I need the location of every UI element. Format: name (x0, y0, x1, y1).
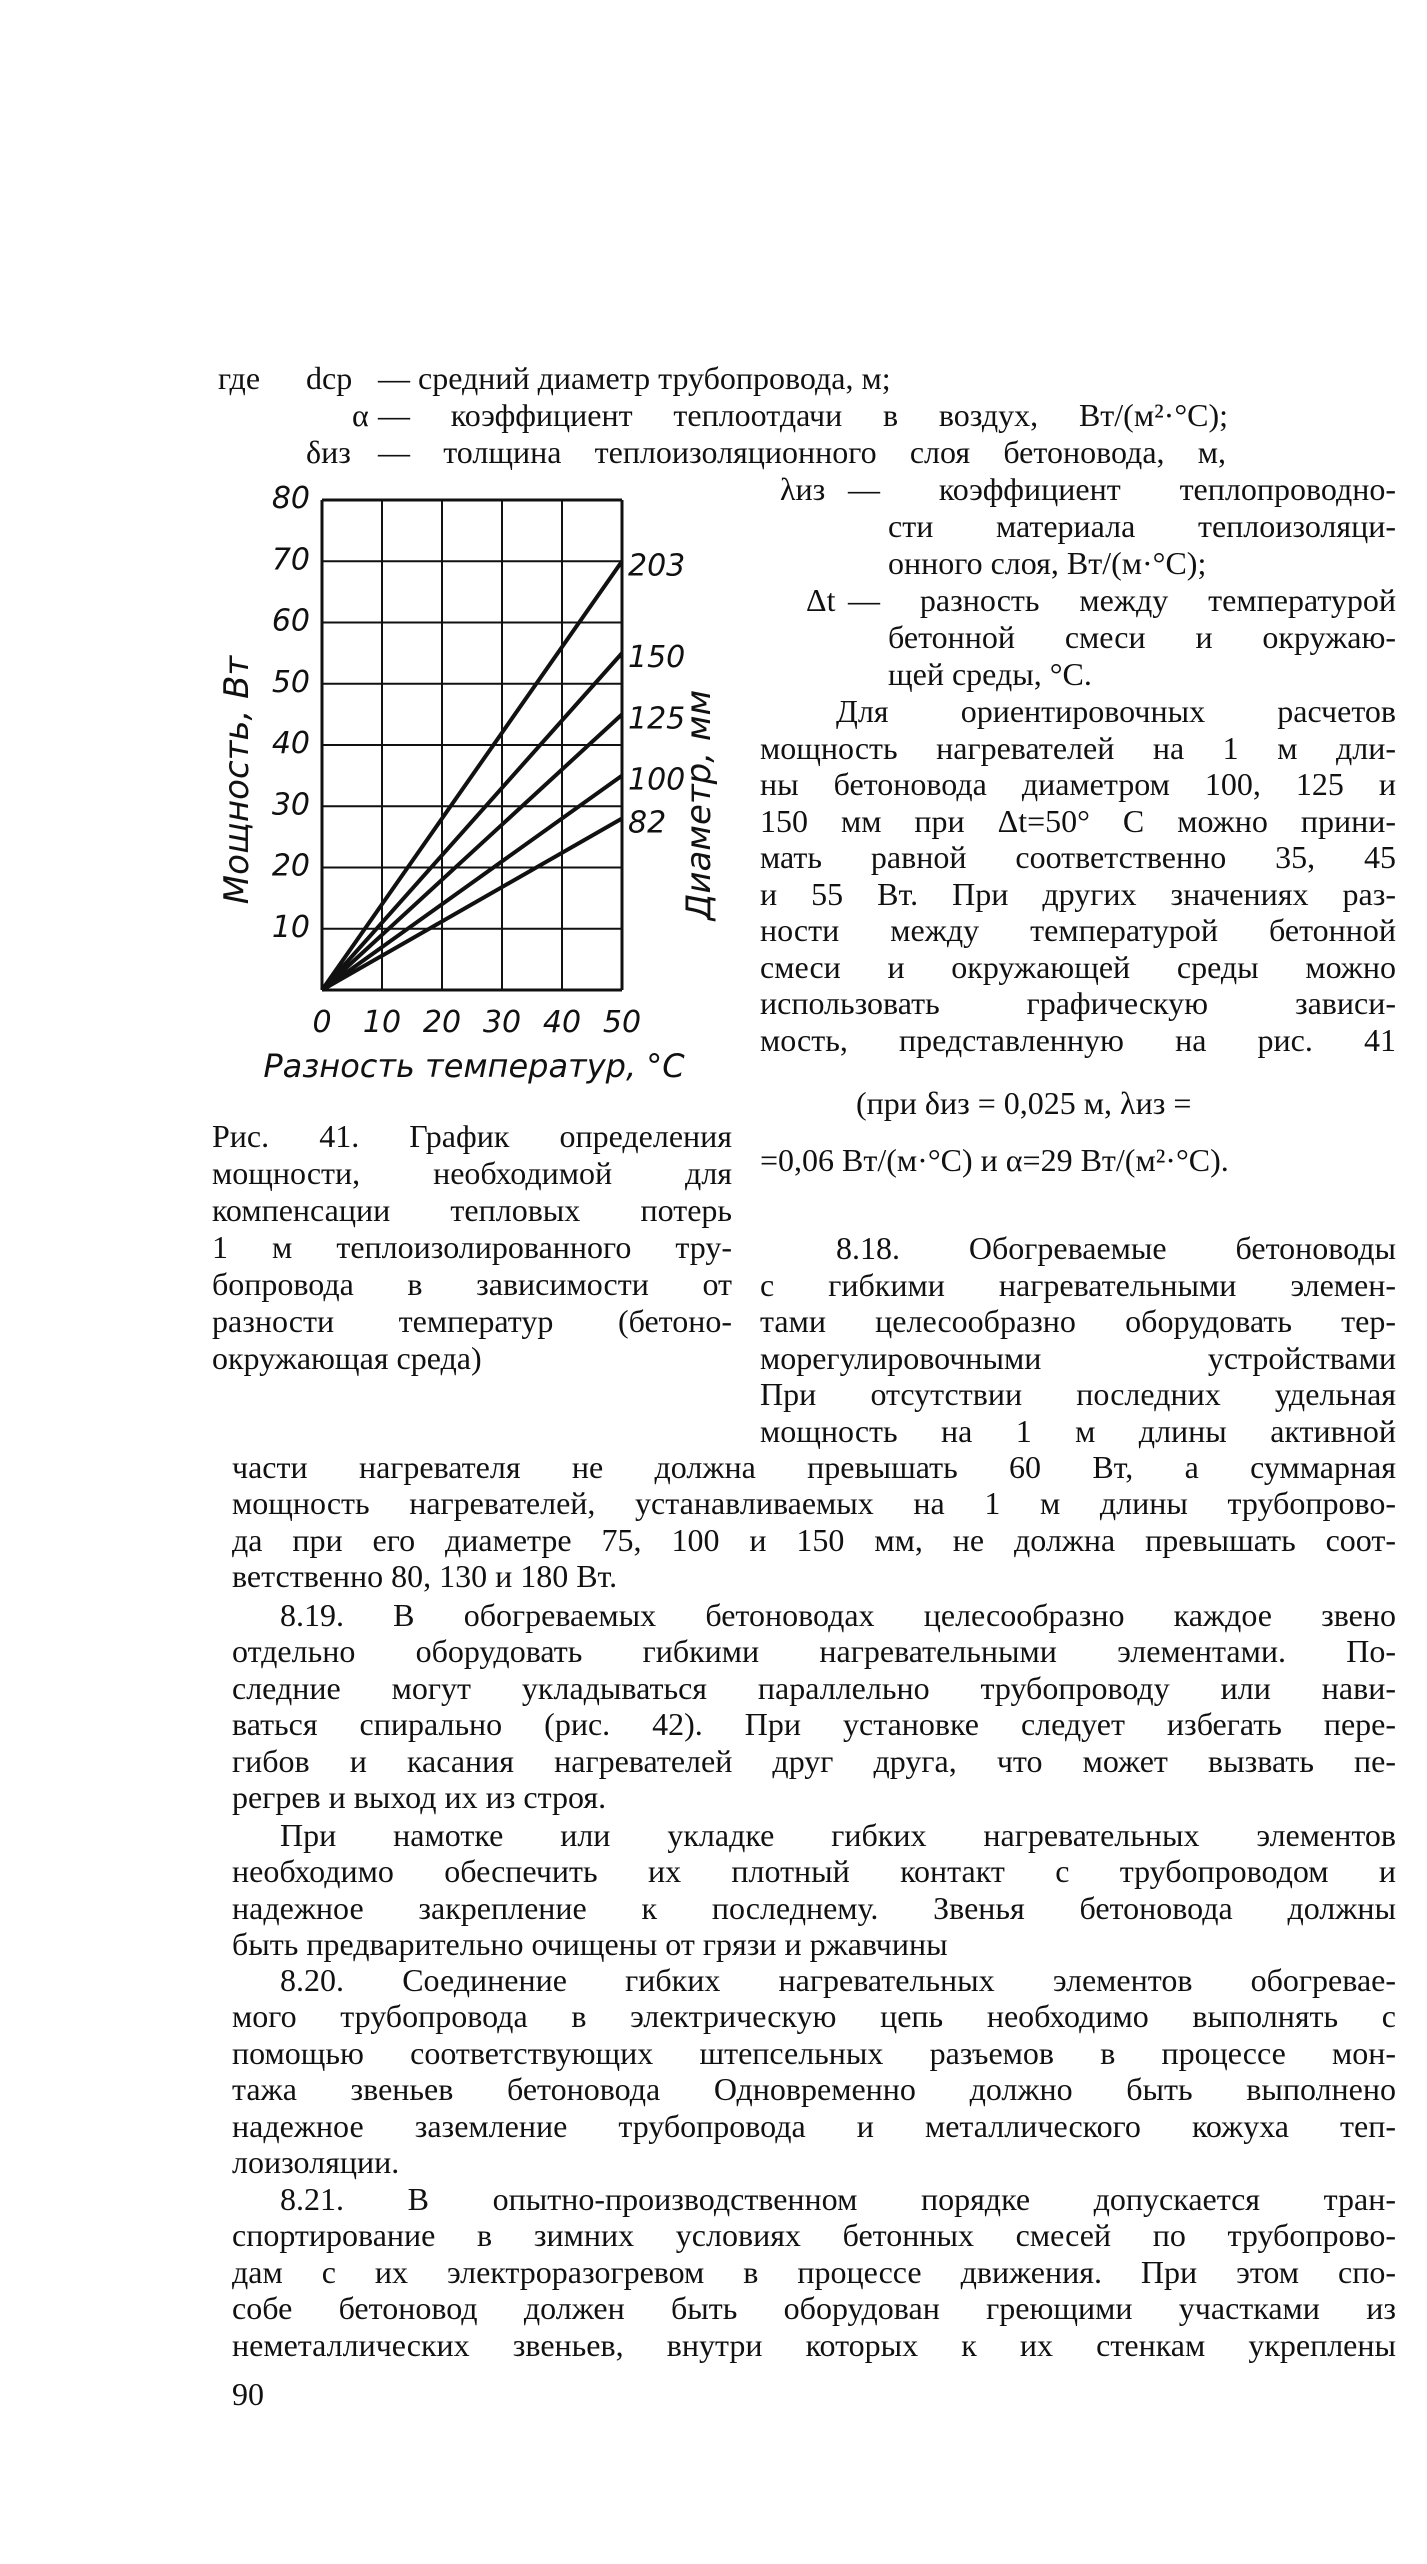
text-line: ности между температурой бетонной (760, 912, 1396, 948)
power-vs-temperature-chart (200, 480, 720, 1110)
text-line: смеси и окружающей среды можно (760, 948, 1396, 985)
text-line: необходимо обеспечить их плотный контакт с трубопроводом и (232, 1853, 1396, 1890)
text-line: тажа звеньев бетоновода Одновременно должно быть выполнено (232, 2071, 1396, 2108)
text-line: 8.20. Соединение гибких нагревательных элементов обогревае- (280, 1962, 1396, 1998)
page-number: 90 (232, 2376, 264, 2412)
text-line: следние могут укладываться параллельно трубопроводу или нави- (232, 1669, 1396, 1706)
delta-definition: — толщина теплоизоляционного слоя бетоновода, м, (378, 434, 1226, 470)
text-line: мать равной соответственно 35, 45 (760, 839, 1396, 875)
formula-line-2: =0,06 Вт/(м·°С) и α=29 Вт/(м²·°С). (760, 1142, 1229, 1178)
y-tick-label: 10 (271, 909, 310, 945)
text-line: с гибкими нагревательными элемен- (760, 1266, 1396, 1303)
y-tick-label: 40 (271, 726, 310, 761)
series-label-150: 150 (628, 640, 686, 676)
y-tick-label: 50 (271, 664, 310, 700)
x-axis-label: Разность температур, °С (263, 1047, 685, 1085)
x-tick-label: 20 (422, 1005, 462, 1040)
section-8-19 (232, 1597, 1396, 1815)
alpha-symbol: α (352, 397, 369, 433)
dt-symbol: Δt (806, 582, 836, 618)
text-line: помощью соответствующих штепсельных разъемов в процессе мон- (232, 2034, 1396, 2071)
text-line: 8.19. В обогреваемых бетоноводах целесообразно каждое звено (280, 1597, 1396, 1633)
text-line: 8.21. В опытно-производственном порядке допускается тран- (280, 2181, 1396, 2217)
caption-line: разности температур (бетоно- (212, 1303, 732, 1339)
right-axis-label: Диаметр, мм (679, 689, 719, 921)
d-symbol: dср (306, 360, 353, 396)
series-label-100: 100 (628, 762, 686, 798)
text-line: надежное заземление трубопровода и металлического кожуха теп- (232, 2107, 1396, 2144)
y-tick-label: 60 (271, 603, 310, 639)
text-line: ны бетоновода диаметром 100, 125 и (760, 766, 1396, 802)
caption-line: компенсации тепловых потерь (212, 1192, 732, 1228)
section-8-18-right (760, 1230, 1396, 1449)
lambda-symbol: λиз (780, 471, 826, 507)
text-line: Для ориентировочных расчетов (836, 693, 1396, 729)
caption-line: Рис. 41. График определения (212, 1118, 732, 1154)
x-tick-label: 40 (542, 1005, 582, 1040)
right-paragraph (760, 693, 1396, 1058)
x-tick-label: 30 (482, 1005, 522, 1040)
formula-line-1: (при δиз = 0,025 м, λиз = (856, 1085, 1192, 1121)
y-tick-label: 20 (271, 848, 310, 884)
text-line: надежное закрепление к последнему. Звенья бетоновода должны (232, 1889, 1396, 1926)
series-line-82 (322, 819, 622, 991)
y-tick-label: 70 (271, 542, 310, 578)
text-line: тами целесообразно оборудовать тер- (760, 1303, 1396, 1339)
y-tick-label: 30 (271, 787, 310, 823)
series-label-125: 125 (628, 701, 686, 737)
text-line: ветственно 80, 130 и 180 Вт. (232, 1558, 618, 1595)
text-line: 150 мм при Δt=50° С можно прини- (760, 802, 1396, 839)
caption-line: бопровода в зависимости от (212, 1266, 732, 1302)
text-line: гибов и касания нагревателей друг друга, что может вызвать пе- (232, 1742, 1396, 1779)
x-tick-label: 0 (312, 1005, 332, 1040)
series-line-203 (322, 561, 622, 990)
text-line: мощность нагревателей на 1 м дли- (760, 729, 1396, 766)
x-tick-label: 50 (602, 1005, 642, 1040)
series-label-203: 203 (628, 548, 686, 584)
text-line: дам с их электроразогревом в процессе движения. При этом спо- (232, 2253, 1396, 2290)
text-line: мощность на 1 м длины активной (760, 1412, 1396, 1449)
y-tick-label: 80 (271, 481, 310, 516)
delta-symbol: δиз (306, 434, 351, 470)
d-definition: — средний диаметр трубопровода, м; (378, 360, 891, 396)
section-8-18-full (232, 1449, 1396, 1595)
text-line: При отсутствии последних удельная (760, 1376, 1396, 1412)
text-line: собе бетоновод должен быть оборудован греющими участками из (232, 2290, 1396, 2327)
text-line: части нагревателя не должна превышать 60 Вт, а суммарная (232, 1449, 1396, 1485)
figure-caption (212, 1118, 732, 1377)
lambda-def-line-1: — коэффициент теплопроводно- (848, 471, 1396, 507)
text-line: и 55 Вт. При других значениях раз- (760, 875, 1396, 912)
dt-def-line-3: щей среды, °С. (888, 656, 1092, 692)
x-tick-label: 10 (362, 1005, 402, 1040)
lambda-def-line-2: сти материала теплоизоляци- (888, 508, 1396, 544)
text-line: неметаллических звеньев, внутри которых к их стенкам укреплены (232, 2326, 1396, 2363)
text-line: лоизоляции. (232, 2144, 400, 2181)
text-line: ваться спирально (рис. 42). При установке следует избегать пере- (232, 1706, 1396, 1743)
where-word: где (218, 360, 261, 396)
text-line: регрев и выход их из строя. (232, 1779, 607, 1816)
series-line-125 (322, 714, 622, 990)
alpha-definition: — коэффициент теплоотдачи в воздух, Вт/(м²·°С); (378, 397, 1228, 433)
caption-line: окружающая среда) (212, 1340, 482, 1376)
text-line: мость, представленную на рис. 41 (760, 1021, 1396, 1058)
y-axis-label: Мощность, Вт (217, 655, 257, 905)
section-8-21 (232, 2181, 1396, 2363)
text-line: да при его диаметре 75, 100 и 150 мм, не должна превышать соот- (232, 1521, 1396, 1558)
series-label-82: 82 (628, 805, 667, 841)
series-line-150 (322, 653, 622, 990)
text-line: мощность нагревателей, устанавливаемых на 1 м длины трубопрово- (232, 1485, 1396, 1522)
dt-def-line-1: — разность между температурой (848, 582, 1396, 618)
text-line: отдельно оборудовать гибкими нагревательными элементами. По- (232, 1633, 1396, 1670)
text-line: морегулировочными устройствами (760, 1339, 1396, 1376)
paragraph-winding (232, 1817, 1396, 1963)
section-8-20 (232, 1962, 1396, 2180)
lambda-def-line-3: онного слоя, Вт/(м·°С); (888, 545, 1207, 581)
dt-def-line-2: бетонной смеси и окружаю- (888, 619, 1396, 655)
caption-line: мощности, необходимой для (212, 1155, 732, 1191)
caption-line: 1 м теплоизолированного тру- (212, 1229, 732, 1265)
text-line: 8.18. Обогреваемые бетоноводы (836, 1230, 1396, 1266)
text-line: быть предварительно очищены от грязи и ржавчины (232, 1926, 948, 1963)
text-line: использовать графическую зависи- (760, 985, 1396, 1021)
text-line: спортирование в зимних условиях бетонных смесей по трубопрово- (232, 2217, 1396, 2254)
text-line: При намотке или укладке гибких нагревательных элементов (280, 1817, 1396, 1853)
text-line: мого трубопровода в электрическую цепь необходимо выполнять с (232, 1998, 1396, 2035)
series-line-100 (322, 776, 622, 990)
